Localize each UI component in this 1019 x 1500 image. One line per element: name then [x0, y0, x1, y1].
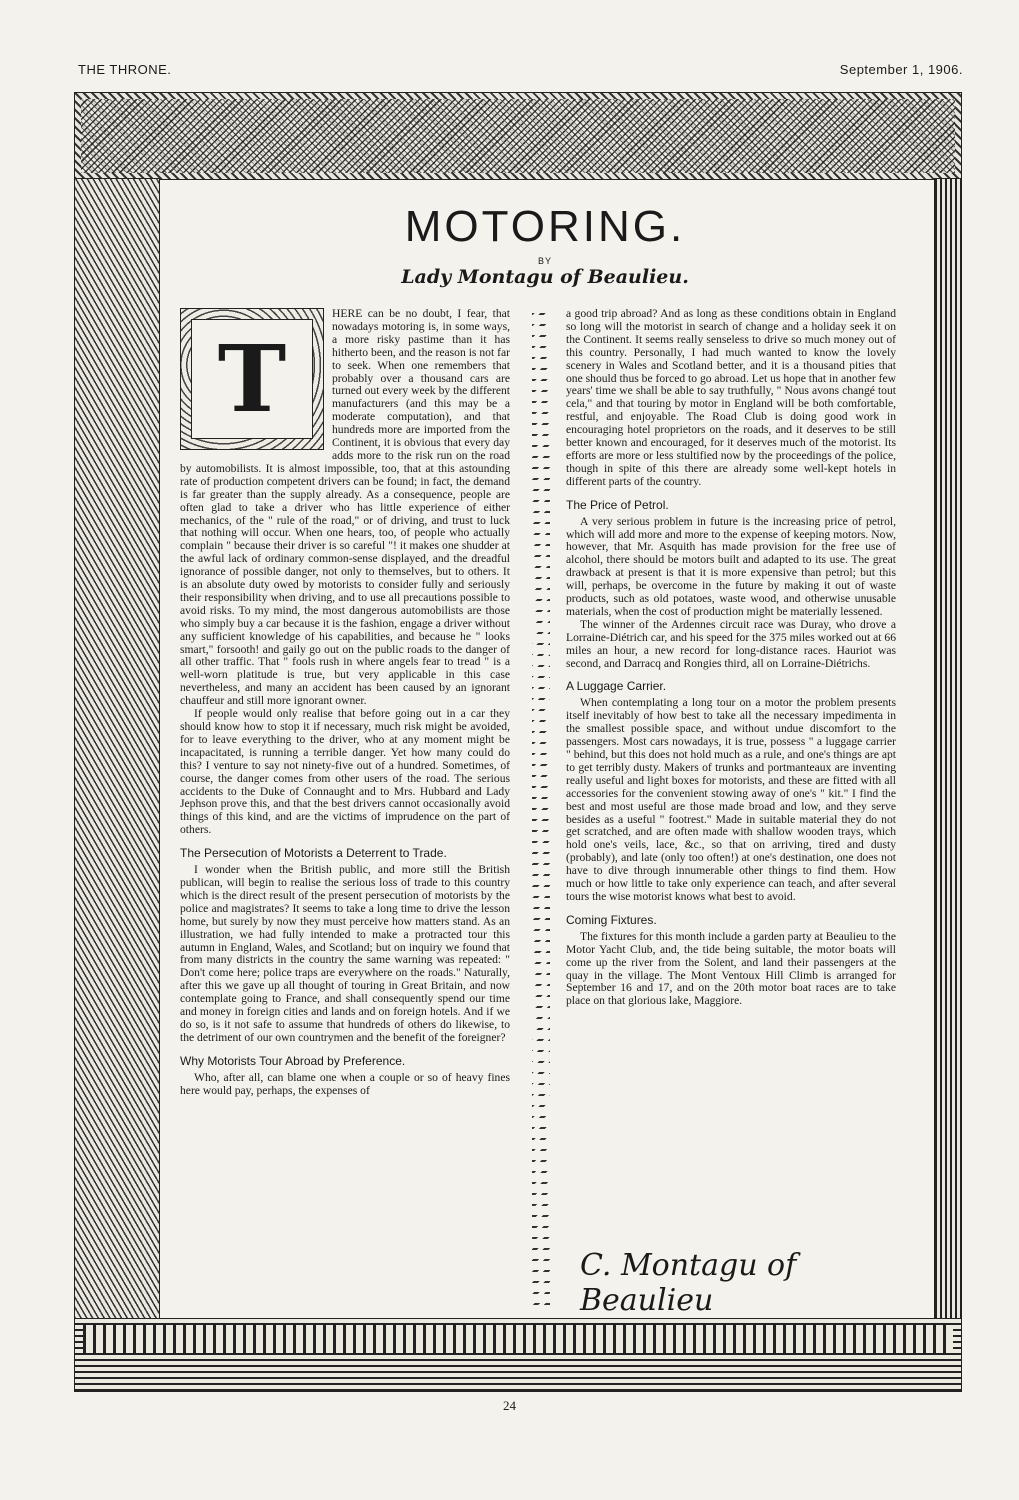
paragraph: If people would only realise that before going out in a car they should know how to stop it if necessary, much risk might be avoided, for to leave everything to the driver, who at any moment might be incapacitated, is running a terrible danger. Yet how many could do this? I venture to say not ninety-five out of a hundred. Sometimes, of course, the danger comes from other users of the road. The serious accidents to the Duke of Connaught and to Mrs. Hubbard and Lady Jephson prove this, and that the best drivers cannot occasionally avoid things of this kind, and are the victims of imprudence on the part of others. — [180, 707, 510, 837]
section-heading: A Luggage Carrier. — [566, 679, 667, 694]
paragraph: I wonder when the British public, and more still the British publican, will begin to realise the serious loss of trade to this country which is the direct result of the present persecution of motorists by the police and magistrates? It seems to take a long time to drive the lesson home, but surely by now they must perceive how matters stand. As an illustration, we had fully intended to make a protracted tour this autumn in England, Wales, and Scotland; but on inquiry we found that from many districts in the country the same warning was repeated: " Don't come here; police traps are everywhere on the roads." Naturally, after this we gave up all thought of touring in Great Britain, and now contemplate going to France, and shall consequently spend our time and money in foreign cities and lands and on foreign hotels. And if we do so, is it not safe to assume that hundreds of others do likewise, to the detriment of our own countrymen and the benefit of the foreigner? — [180, 863, 510, 1044]
border-left-ornament — [74, 178, 160, 1320]
section-heading: The Persecution of Motorists a Deterrent to Trade. — [180, 846, 447, 861]
section-heading: The Price of Petrol. — [566, 497, 669, 512]
issue-date: September 1, 1906. — [839, 62, 963, 77]
border-right-ornament — [934, 178, 962, 1320]
paragraph: When contemplating a long tour on a motor the problem presents itself inevitably of how best to take all the necessary impedimenta in the smallest possible space, and without undue discomfort to the passengers. Most cars nowadays, it is true, possess " a luggage carrier " behind, but this does not hold much as a rule, and one's things are apt to get terribly dusty. Makers of trunks and portmanteaux are inventing really useful and light boxes for motorists, and these are fitted with all accessories for the convenient stowing away of one's " kit." I find the best and most useful are those made broad and low, and they serve besides as a useful " footrest." Made in suitable material they do not get scratched, and are often made with shallow wooden trays, which hold one's veils, lace, &c., so that on arriving, tired and dusty (probably), and late (only too often!) at one's destination, one does not have to dive through innumerable other things to find them. How much or how little to take only experience can teach, and after several tours the wise motorist knows what best to avoid. — [566, 696, 896, 903]
border-bottom-ornament — [74, 1318, 962, 1392]
article-title: MOTORING. — [404, 202, 686, 251]
paragraph: A very serious problem in future is the increasing price of petrol, which will add more and more to the expense of keeping motors. Now, however, that Mr. Asquith has made provision for the free use of alcohol, there should be motors built and adapted to its use. The great drawback at present is that it is more expensive than petrol; but this will, perhaps, be overcome in the future by making it out of waste products, such as old potatoes, waste wood, and otherwise unusable materials, when the cost of production might be materially lessened. — [566, 514, 896, 618]
byline-by: BY — [537, 256, 552, 266]
publication-name: THE THRONE. — [78, 62, 172, 77]
article-author: Lady Montagu of Beaulieu. — [401, 266, 689, 288]
border-bottom-pattern — [83, 1325, 953, 1353]
author-signature: C. Montagu of Beaulieu — [580, 1248, 797, 1318]
right-column — [566, 308, 896, 1008]
section-heading: Coming Fixtures. — [566, 912, 657, 927]
section-heading: Why Motorists Tour Abroad by Preference. — [180, 1053, 406, 1068]
article-body — [160, 180, 930, 1318]
paragraph: The winner of the Ardennes circuit race was Duray, who drove a Lorraine-Diétrich car, and his speed for the 375 miles worked out at 66 miles an hour, a new record for long-distance races. Hauriot was second, and Darracq and Rongies third, all on Lorraine-Diétrichs. — [566, 617, 896, 670]
column-divider-ornament — [532, 310, 550, 1310]
page-number: 24 — [503, 1398, 516, 1413]
dropcap-letter: T — [191, 319, 313, 439]
border-top-ornament — [74, 92, 962, 180]
ornamental-dropcap — [180, 308, 324, 450]
running-head — [78, 62, 963, 77]
paragraph: The fixtures for this month include a garden party at Beaulieu to the Motor Yacht Club, and, the tide being suitable, the motor boats will come up the river from the Solent, and land their passengers at the quay in the village. The Mont Ventoux Hill Climb is arranged for September 16 and 17, and on the 20th motor boat races are to take place on that glorious lake, Maggiore. — [566, 929, 896, 1008]
paragraph: a good trip abroad? And as long as these conditions obtain in England so long will the motorist in search of change and a holiday seek it on the Continent. It seems really senseless to drive so much money out of this country. Personally, I had much wanted to know the lovely scenery in Wales and Scotland better, and it is a thousand pities that one should thus be forced to go abroad. Let us hope that in another few years' time we shall be able to say truthfully, " Nous avons changé tout cela," and that touring by motor in England will be both comfortable, restful, and enjoyable. The Road Club is doing good work in encouraging hotel proprietors on the roads, and it deserves to be still better known and encouraged, for it deserves much of the motorist. Its efforts are more or less stultified now by the proceedings of the police, though in spite of this there are already some well-kept hotels in different parts of the country. — [566, 307, 897, 488]
left-column — [180, 308, 510, 1097]
paragraph: Who, after all, can blame one when a couple or so of heavy fines here would pay, perhaps, the expenses of — [180, 1070, 510, 1097]
border-top-pattern — [81, 99, 955, 173]
paragraph: HERE can be no doubt, I fear, that nowadays motoring is, in some ways, a more risky pastime than it has hitherto been, and the reason is not far to seek. When one remembers that probably over a thousand cars are turned out every week by the different manufacturers (and this may be a moderate computation), and that hundreds more are imported from the Continent, it is obvious that every day adds more to the risk run on the road by automobilists. It is almost impossible, too, that at this astounding rate of production competent drivers can be found; in fact, the demand is far greater than the supply already. As a consequence, people are often glad to take a driver who has little experience of either mechanics, of the " rule of the road," or of driving, and trust to luck that nothing will occur. When one hears, too, of people who actually complain " because their driver is so careful "! it makes one shudder at the awful lack of ordinary common-sense displayed, and the dreadful ignorance of possible danger, not only to themselves, but to others. It is an absolute duty owed by motorists to consider fully and seriously their responsibility when driving, and to use all precautions possible to avoid risks. To my mind, the most dangerous automobilists are those who simply buy a car because it is the fashion, engage a driver without any sufficient knowledge of his capabilities, and because he " looks smart," forsooth! and gaily go out on the public roads to the danger of all other traffic. That " fools rush in where angels fear to tread " is a well-worn platitude is true, but very applicable in this case nevertheless, and many an accident has been caused by an ignorant chauffeur and still more ignorant owner. — [180, 307, 510, 708]
